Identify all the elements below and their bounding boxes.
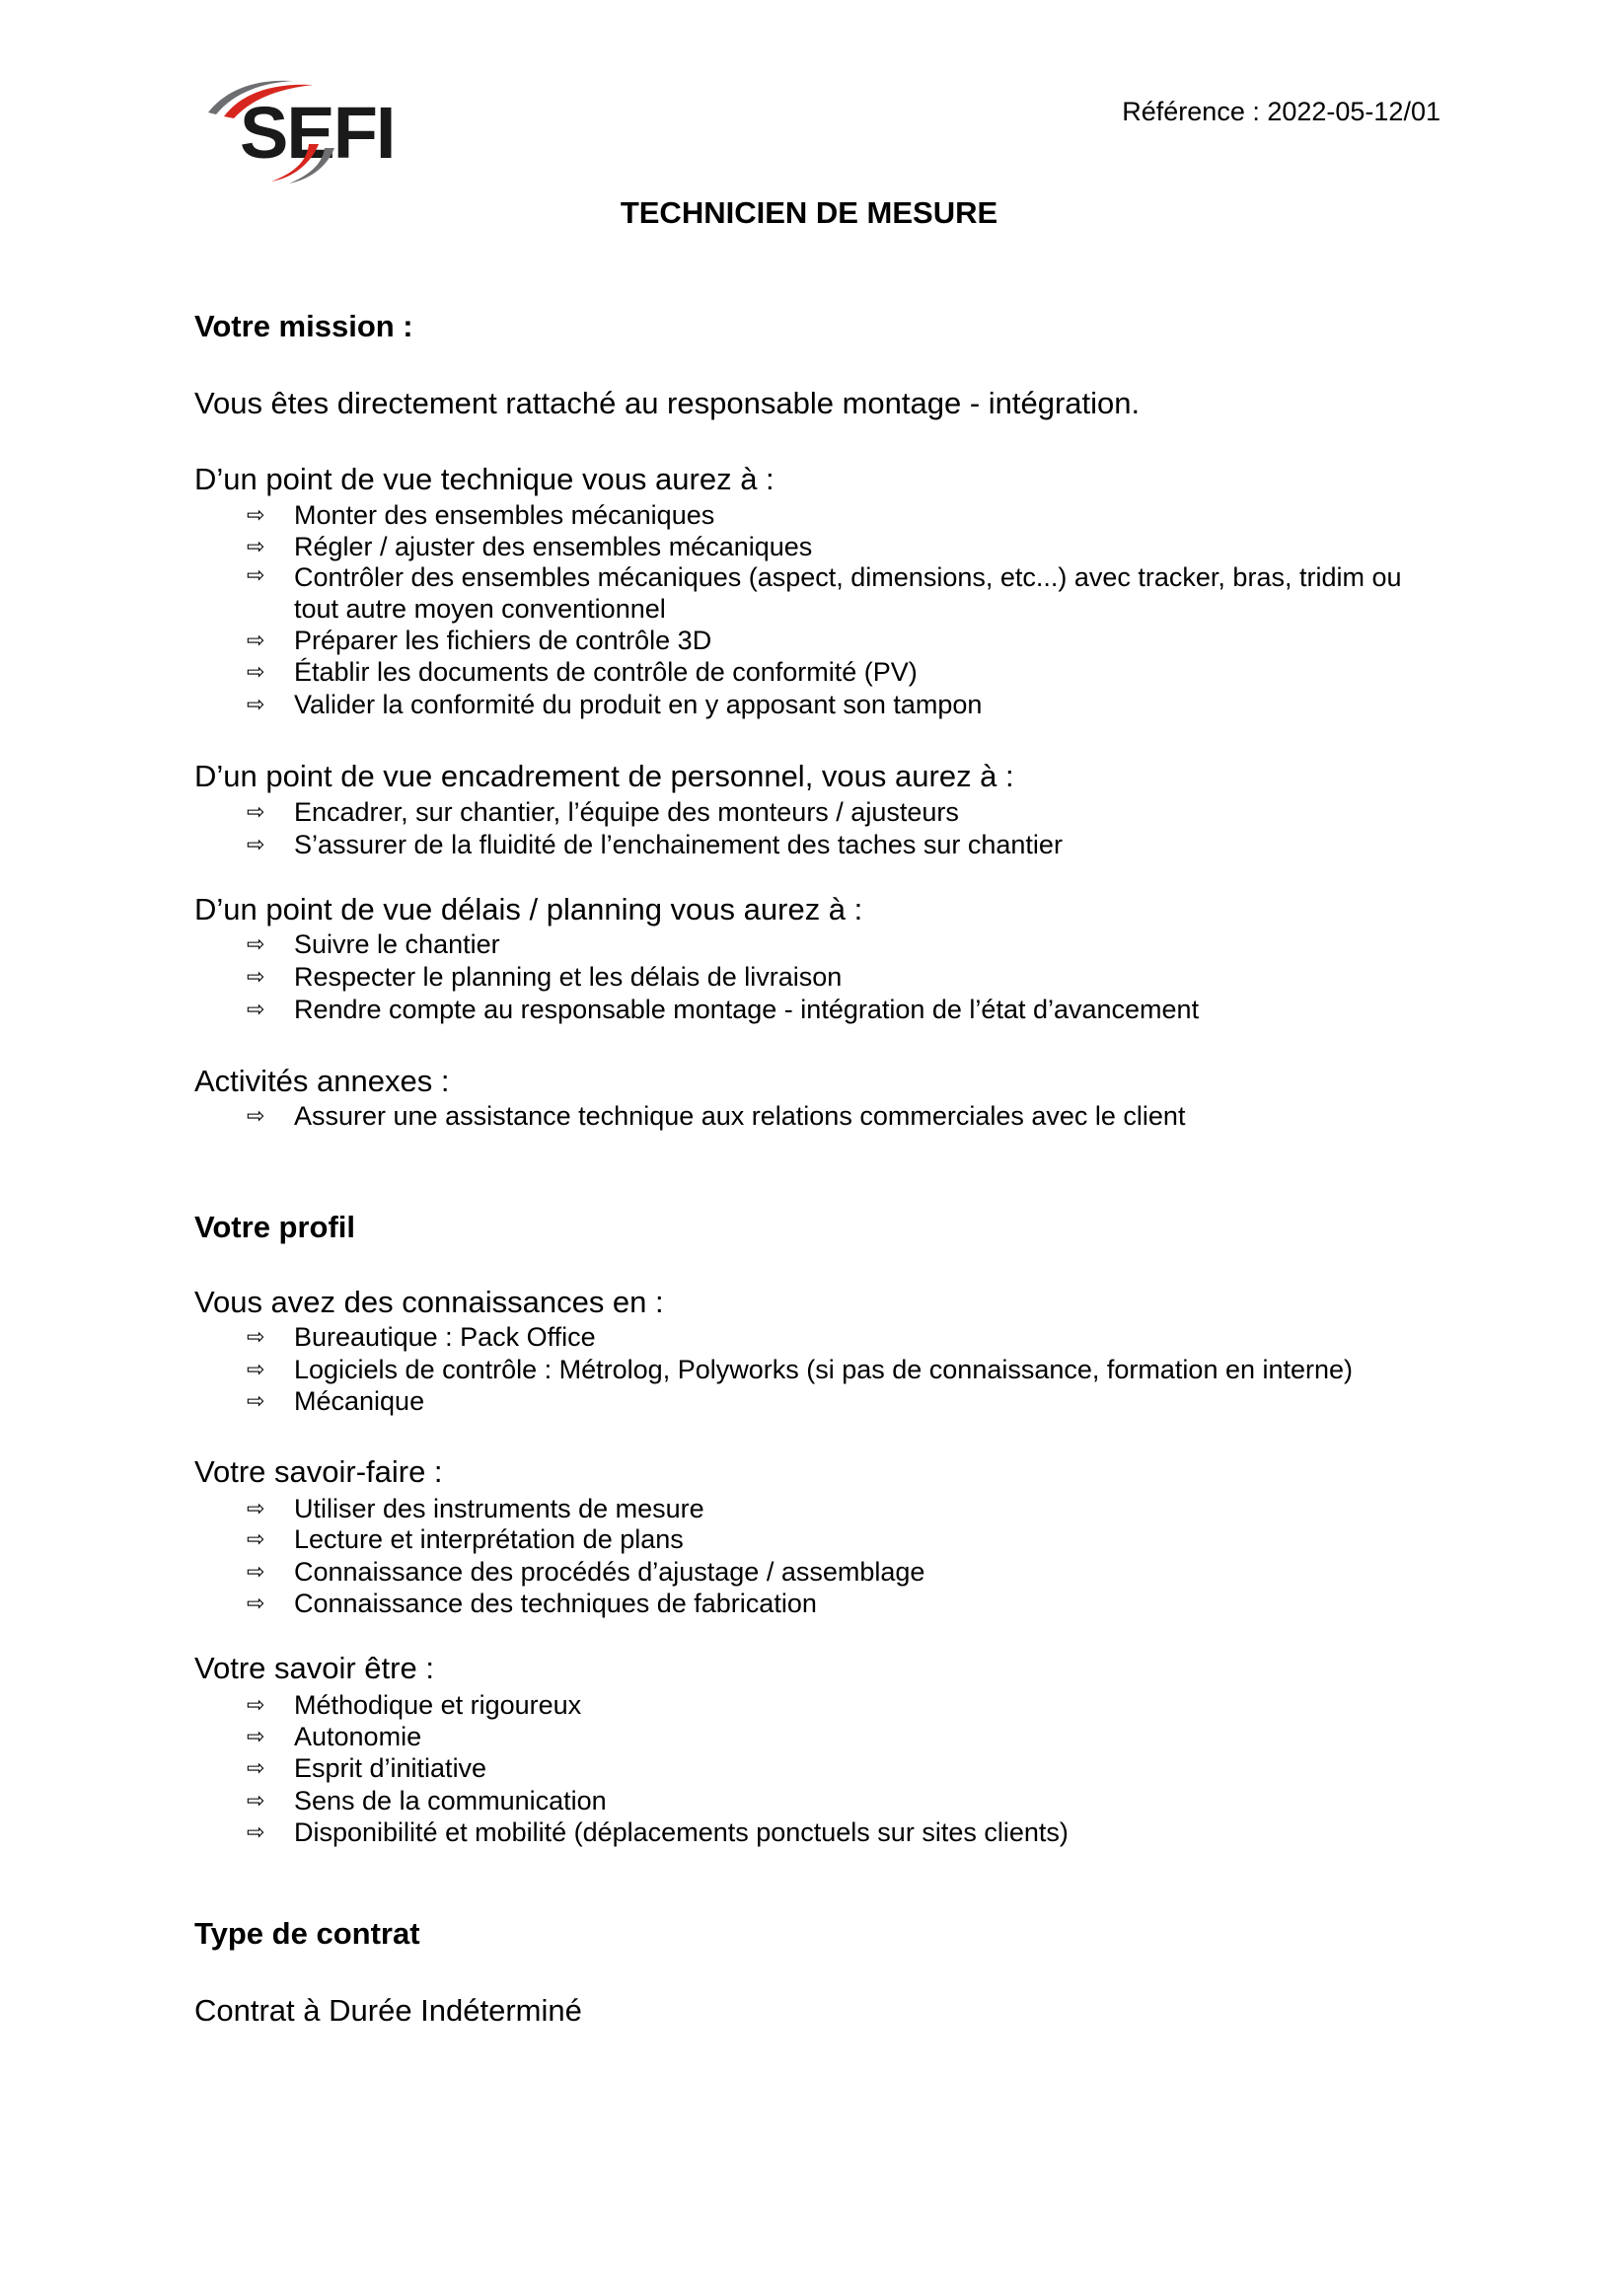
mission-intro: Vous êtes directement rattaché au responsable montage - intégration. — [194, 386, 1141, 420]
list-item: ⇨ Régler / ajuster des ensembles mécaniques — [247, 532, 813, 561]
list-item: ⇨ Lecture et interprétation de plans — [247, 1524, 684, 1554]
arrow-right-icon: ⇨ — [247, 534, 265, 558]
group-heading-activites: Activités annexes : — [194, 1064, 450, 1098]
list-item: ⇨ Connaissance des techniques de fabrication — [247, 1589, 817, 1618]
list-item: ⇨ Monter des ensembles mécaniques — [247, 500, 715, 530]
arrow-right-icon: ⇨ — [247, 1496, 265, 1520]
group-heading-savoir-faire: Votre savoir-faire : — [194, 1454, 443, 1489]
group-heading-savoir-etre: Votre savoir être : — [194, 1651, 434, 1685]
arrow-right-icon: ⇨ — [247, 931, 265, 956]
list-item: ⇨ Utiliser des instruments de mesure — [247, 1494, 704, 1523]
sefi-logo — [202, 77, 424, 184]
group-heading-technique: D’un point de vue technique vous aurez à : — [194, 462, 775, 496]
arrow-right-icon: ⇨ — [247, 1103, 265, 1128]
arrow-right-icon: ⇨ — [247, 692, 265, 716]
arrow-right-icon: ⇨ — [247, 659, 265, 684]
arrow-right-icon: ⇨ — [247, 1559, 265, 1584]
list-item: ⇨ Sens de la communication — [247, 1786, 607, 1815]
arrow-right-icon: ⇨ — [247, 1591, 265, 1615]
arrow-right-icon: ⇨ — [247, 799, 265, 824]
list-item: ⇨ Esprit d’initiative — [247, 1753, 487, 1783]
list-item: ⇨ Assurer une assistance technique aux relations commerciales avec le client — [247, 1101, 1186, 1131]
group-heading-connaissances: Vous avez des connaissances en : — [194, 1285, 664, 1319]
arrow-right-icon: ⇨ — [247, 1755, 265, 1780]
arrow-right-icon: ⇨ — [247, 1388, 265, 1413]
arrow-right-icon: ⇨ — [247, 1819, 265, 1844]
arrow-right-icon: ⇨ — [247, 628, 265, 652]
list-item: ⇨ Méthodique et rigoureux — [247, 1690, 582, 1720]
list-item: ⇨ S’assurer de la fluidité de l’enchainement des taches sur chantier — [247, 830, 1063, 859]
arrow-right-icon: ⇨ — [247, 997, 265, 1021]
group-heading-encadrement: D’un point de vue encadrement de personnel, vous aurez à : — [194, 759, 1014, 793]
list-item: ⇨ Autonomie — [247, 1722, 422, 1751]
list-item: ⇨ Bureautique : Pack Office — [247, 1322, 596, 1352]
list-item: ⇨ Établir les documents de contrôle de conformité (PV) — [247, 657, 918, 687]
arrow-right-icon: ⇨ — [247, 502, 265, 527]
list-item: ⇨ Mécanique — [247, 1386, 425, 1416]
list-item: ⇨ Logiciels de contrôle : Métrolog, Polyworks (si pas de connaissance, formation en interne) — [247, 1355, 1354, 1384]
arrow-right-icon: ⇨ — [247, 1526, 265, 1551]
section-heading-mission: Votre mission : — [194, 309, 413, 343]
arrow-right-icon: ⇨ — [247, 1324, 265, 1349]
title-text: TECHNICIEN DE MESURE — [620, 195, 998, 230]
arrow-right-icon: ⇨ — [247, 964, 265, 989]
section-heading-contrat: Type de contrat — [194, 1916, 420, 1951]
arrow-right-icon: ⇨ — [247, 1788, 265, 1813]
arrow-right-icon: ⇨ — [247, 832, 265, 856]
list-item: ⇨ Valider la conformité du produit en y apposant son tampon — [247, 690, 983, 719]
list-item: ⇨ Suivre le chantier — [247, 929, 500, 959]
section-heading-profil: Votre profil — [194, 1210, 356, 1244]
arrow-right-icon: ⇨ — [247, 1692, 265, 1717]
contract-type: Contrat à Durée Indéterminé — [194, 1993, 582, 2028]
list-item: ⇨ Rendre compte au responsable montage - intégration de l’état d’avancement — [247, 995, 1200, 1024]
arrow-right-icon: ⇨ — [247, 1724, 265, 1748]
logo-text: SEFI — [240, 92, 395, 174]
arrow-right-icon: ⇨ — [247, 1357, 265, 1381]
list-item: ⇨ Préparer les fichiers de contrôle 3D — [247, 626, 712, 655]
reference-number: Référence : 2022-05-12/01 — [1122, 97, 1440, 126]
arrow-right-icon: ⇨ — [247, 562, 265, 587]
group-heading-delais: D’un point de vue délais / planning vous aurez à : — [194, 892, 863, 926]
document-title — [0, 195, 1624, 231]
list-item: ⇨ Disponibilité et mobilité (déplacements ponctuels sur sites clients) — [247, 1817, 1069, 1847]
list-item: ⇨ Encadrer, sur chantier, l’équipe des monteurs / ajusteurs — [247, 797, 959, 827]
list-item: ⇨ Contrôler des ensembles mécaniques (aspect, dimensions, etc...) avec tracker, bras, tridim ou tout autre moyen conventionnel — [247, 561, 1460, 625]
list-item: ⇨ Respecter le planning et les délais de livraison — [247, 962, 843, 992]
list-item: ⇨ Connaissance des procédés d’ajustage / assemblage — [247, 1557, 925, 1587]
